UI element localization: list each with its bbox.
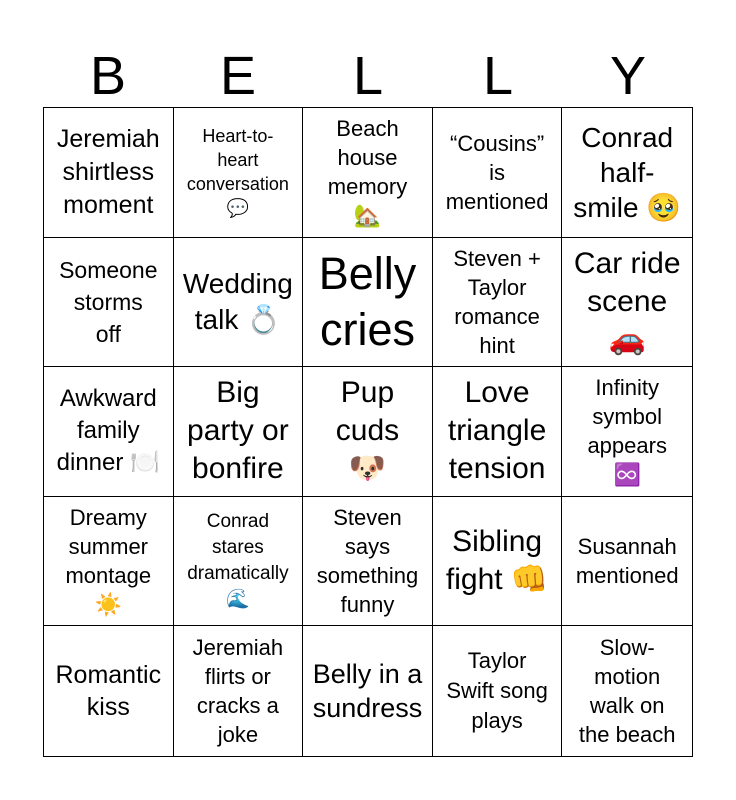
bingo-cell-text: “Cousins” is mentioned — [445, 130, 549, 214]
bingo-cell-text: Car ride scene 🚗 — [573, 246, 681, 356]
bingo-cell[interactable] — [44, 626, 174, 756]
bingo-cell-text: Infinity symbol appears ♾️ — [587, 375, 667, 488]
bingo-cell-text: Susannah mentioned — [575, 534, 679, 589]
bingo-cell-text: Big party or bonfire — [187, 376, 289, 486]
bingo-cell[interactable] — [433, 497, 563, 627]
bingo-cell-text: Slow- motion walk on the beach — [578, 635, 676, 748]
header-letter-b: B — [89, 46, 127, 106]
bingo-cell-text: Sibling fight 👊 — [445, 525, 549, 597]
bingo-cell-text: Romantic kiss — [55, 661, 162, 722]
bingo-cell[interactable] — [303, 238, 433, 368]
bingo-cell-text: Steven + Taylor romance hint — [453, 245, 541, 358]
bingo-cell-text: Belly in a sundress — [312, 659, 423, 724]
bingo-cell[interactable] — [562, 497, 692, 627]
bingo-cell[interactable] — [174, 238, 304, 368]
header-letter-e: E — [219, 46, 257, 106]
bingo-cell[interactable] — [433, 108, 563, 238]
bingo-cell[interactable] — [562, 367, 692, 497]
bingo-cell[interactable] — [44, 108, 174, 238]
bingo-cell-text: Beach house memory 🏡 — [327, 116, 408, 229]
bingo-cell-text: Conrad half- smile 🥹 — [573, 121, 682, 223]
bingo-cell[interactable] — [433, 238, 563, 368]
bingo-cell-text: Belly cries — [318, 247, 417, 355]
bingo-cell-text: Wedding talk 💍 — [182, 267, 293, 335]
bingo-cell-text: Dreamy summer montage ☀️ — [65, 505, 152, 618]
bingo-cell[interactable] — [303, 497, 433, 627]
bingo-cell[interactable] — [303, 108, 433, 238]
header-letter-y: Y — [609, 46, 647, 106]
bingo-cell-text: Love triangle tension — [447, 376, 547, 486]
bingo-header — [43, 46, 693, 106]
bingo-cell-text: Jeremiah shirtless moment — [56, 124, 160, 219]
bingo-cell-text: Jeremiah flirts or cracks a joke — [192, 635, 284, 748]
bingo-cell-text: Conrad stares dramatically 🌊 — [187, 511, 289, 611]
bingo-cell[interactable] — [174, 367, 304, 497]
bingo-cell[interactable] — [562, 626, 692, 756]
bingo-cell[interactable] — [303, 367, 433, 497]
bingo-cell[interactable] — [303, 626, 433, 756]
bingo-cell-text: Awkward family dinner 🍽️ — [56, 385, 160, 477]
bingo-cell-text: Taylor Swift song plays — [446, 648, 548, 734]
bingo-cell[interactable] — [44, 497, 174, 627]
bingo-cell[interactable] — [562, 238, 692, 368]
bingo-cell-text: Pup cuds 🐶 — [335, 376, 400, 486]
bingo-cell[interactable] — [433, 626, 563, 756]
bingo-grid — [43, 107, 693, 757]
header-letter-l-2: L — [482, 46, 514, 106]
bingo-cell[interactable] — [44, 367, 174, 497]
bingo-cell[interactable] — [433, 367, 563, 497]
bingo-cell[interactable] — [174, 626, 304, 756]
bingo-cell[interactable] — [174, 497, 304, 627]
bingo-cell-text: Steven says something funny — [316, 505, 419, 618]
bingo-cell-text: Heart-to- heart conversation 💬 — [186, 126, 289, 219]
bingo-cell[interactable] — [174, 108, 304, 238]
bingo-cell-text: Someone storms off — [59, 256, 158, 347]
bingo-cell[interactable] — [562, 108, 692, 238]
header-letter-l: L — [352, 46, 384, 106]
bingo-cell[interactable] — [44, 238, 174, 368]
